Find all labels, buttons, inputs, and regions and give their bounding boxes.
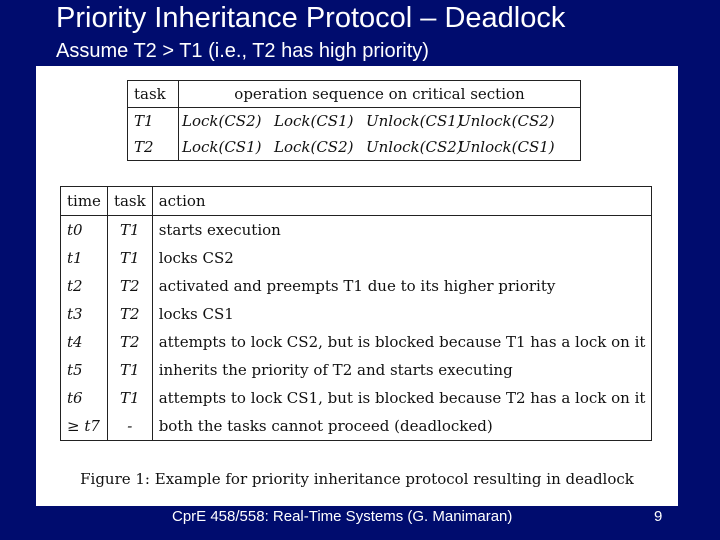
column-header-task: task	[128, 81, 179, 108]
table-row	[61, 356, 652, 384]
column-header-operation-sequence: operation sequence on critical section	[179, 81, 581, 108]
footer-text: CprE 458/558: Real-Time Systems (G. Manimaran)	[172, 508, 513, 525]
action-cell: starts execution	[158, 221, 281, 239]
task-cell: T1	[107, 384, 152, 412]
task-cell: T1	[107, 216, 152, 245]
operation-item: Unlock(CS2)	[366, 138, 463, 156]
action-cell: both the tasks cannot proceed (deadlocked)	[158, 417, 493, 435]
operation-item: Lock(CS2)	[182, 112, 262, 130]
time-cell: t2	[61, 272, 108, 300]
table-row	[128, 108, 581, 135]
operation-item: Lock(CS1)	[182, 138, 262, 156]
table-row	[61, 300, 652, 328]
table-row	[61, 244, 652, 272]
timeline-body	[61, 216, 652, 441]
action-cell: attempts to lock CS2, but is blocked because T1 has a lock on it	[158, 333, 646, 351]
slide-subtitle: Assume T2 > T1 (i.e., T2 has high priority)	[56, 40, 429, 62]
figure-caption: Figure 1: Example for priority inheritance protocol resulting in deadlock	[80, 470, 634, 488]
table-row	[61, 412, 652, 441]
action-cell: inherits the priority of T2 and starts executing	[158, 361, 513, 379]
column-header-action: action	[152, 187, 652, 216]
table-row	[61, 328, 652, 356]
time-cell: t6	[61, 384, 108, 412]
operation-item: Lock(CS2)	[274, 138, 354, 156]
time-cell: t0	[61, 216, 108, 245]
time-cell: t1	[61, 244, 108, 272]
page-number: 9	[654, 508, 663, 525]
table-row	[61, 216, 652, 245]
task-cell: T2	[107, 300, 152, 328]
time-cell: t4	[61, 328, 108, 356]
action-cell: activated and preempts T1 due to its higher priority	[158, 277, 556, 295]
task-cell: T2	[128, 134, 179, 161]
operations-header-row	[128, 81, 581, 108]
operation-item: Unlock(CS2)	[458, 112, 555, 130]
action-cell: attempts to lock CS1, but is blocked because T2 has a lock on it	[158, 389, 646, 407]
operations-table	[127, 80, 581, 161]
table-row	[61, 272, 652, 300]
table-row	[61, 384, 652, 412]
task-cell: T1	[107, 244, 152, 272]
column-header-task: task	[107, 187, 152, 216]
timeline-table	[60, 186, 652, 441]
column-header-time: time	[61, 187, 108, 216]
task-cell: T1	[107, 356, 152, 384]
time-cell: t5	[61, 356, 108, 384]
operation-item: Lock(CS1)	[274, 112, 354, 130]
timeline-header-row	[61, 187, 652, 216]
action-cell: locks CS1	[158, 305, 234, 323]
operation-item: Unlock(CS1)	[366, 112, 463, 130]
table-row	[128, 134, 581, 161]
time-cell: t3	[61, 300, 108, 328]
slide-title: Priority Inheritance Protocol – Deadlock	[56, 2, 566, 34]
task-cell: T1	[128, 108, 179, 135]
task-cell: -	[107, 412, 152, 441]
figure-panel	[36, 66, 678, 506]
operation-sequence-cell	[179, 134, 581, 161]
operation-sequence-cell	[179, 108, 581, 135]
action-cell: locks CS2	[158, 249, 234, 267]
task-cell: T2	[107, 328, 152, 356]
time-cell: ≥ t7	[61, 412, 108, 441]
operation-item: Unlock(CS1)	[458, 138, 555, 156]
task-cell: T2	[107, 272, 152, 300]
